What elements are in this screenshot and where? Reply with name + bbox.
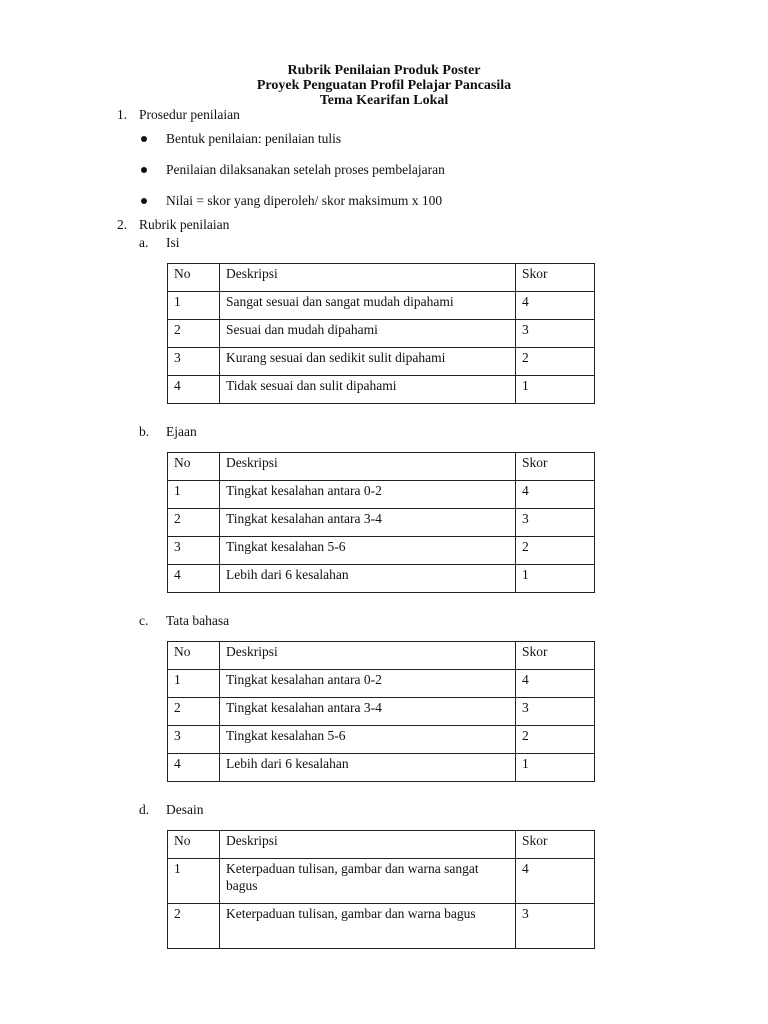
cell-skor: 4 <box>516 859 595 904</box>
table-row <box>168 698 595 726</box>
header-deskripsi: Deskripsi <box>220 642 516 670</box>
subsection-label: Tata bahasa <box>166 613 230 628</box>
cell-skor: 2 <box>516 348 595 376</box>
table-row <box>168 292 595 320</box>
cell-no: 3 <box>168 348 220 376</box>
cell-skor: 4 <box>516 481 595 509</box>
cell-skor: 3 <box>516 698 595 726</box>
cell-deskripsi: Tingkat kesalahan antara 0-2 <box>220 670 516 698</box>
cell-deskripsi: Tingkat kesalahan antara 3-4 <box>220 698 516 726</box>
bullet-item: Bentuk penilaian: penilaian tulis <box>166 131 342 146</box>
document-title: Rubrik Penilaian Produk Poster <box>287 63 481 78</box>
cell-no: 4 <box>168 376 220 404</box>
cell-skor: 2 <box>516 726 595 754</box>
cell-no: 2 <box>168 904 220 949</box>
rubric-table-ejaan <box>167 452 595 593</box>
table-header-row <box>168 264 595 292</box>
section-1-number: 1. <box>117 107 128 122</box>
section-1-heading: Prosedur penilaian <box>139 107 240 122</box>
subsection-letter: a. <box>139 235 149 250</box>
table-row <box>168 509 595 537</box>
subsection-label: Ejaan <box>166 424 197 439</box>
table-row <box>168 320 595 348</box>
cell-no: 2 <box>168 509 220 537</box>
cell-skor: 3 <box>516 320 595 348</box>
cell-no: 2 <box>168 320 220 348</box>
subsection-label: Desain <box>166 802 204 817</box>
table-row <box>168 565 595 593</box>
subsection-letter: d. <box>139 802 150 817</box>
cell-skor: 3 <box>516 509 595 537</box>
cell-no: 1 <box>168 481 220 509</box>
cell-skor: 2 <box>516 537 595 565</box>
cell-skor: 4 <box>516 292 595 320</box>
rubric-table-isi <box>167 263 595 404</box>
document-subtitle: Proyek Penguatan Profil Pelajar Pancasila <box>256 78 512 93</box>
cell-deskripsi: Tingkat kesalahan antara 0-2 <box>220 481 516 509</box>
header-skor: Skor <box>516 264 595 292</box>
rubric-table-desain <box>167 830 595 949</box>
cell-deskripsi: Tingkat kesalahan antara 3-4 <box>220 509 516 537</box>
cell-skor: 1 <box>516 754 595 782</box>
subsection-letter: c. <box>139 613 149 628</box>
cell-deskripsi: Tidak sesuai dan sulit dipahami <box>220 376 516 404</box>
table-header-row <box>168 453 595 481</box>
subsection-label: Isi <box>166 235 180 250</box>
cell-skor: 1 <box>516 376 595 404</box>
cell-no: 3 <box>168 726 220 754</box>
bullet-item: Nilai = skor yang diperoleh/ skor maksimum x 100 <box>166 193 443 208</box>
header-no: No <box>168 831 220 859</box>
cell-no: 1 <box>168 670 220 698</box>
cell-deskripsi: Kurang sesuai dan sedikit sulit dipahami <box>220 348 516 376</box>
cell-no: 4 <box>168 565 220 593</box>
table-row <box>168 537 595 565</box>
section-2-number: 2. <box>117 217 128 232</box>
table-row <box>168 670 595 698</box>
rubric-table-tata-bahasa <box>167 641 595 782</box>
cell-no: 4 <box>168 754 220 782</box>
table-row <box>168 904 595 949</box>
bullet-item: Penilaian dilaksanakan setelah proses pembelajaran <box>166 162 445 177</box>
table-row <box>168 481 595 509</box>
cell-no: 2 <box>168 698 220 726</box>
bullet-icon <box>141 198 147 204</box>
cell-deskripsi: Keterpaduan tulisan, gambar dan warna sangat bagus <box>220 859 516 904</box>
subsection-letter: b. <box>139 424 150 439</box>
table-row <box>168 376 595 404</box>
document-theme: Tema Kearifan Lokal <box>319 93 449 108</box>
table-header-row <box>168 642 595 670</box>
cell-no: 1 <box>168 292 220 320</box>
section-2-heading: Rubrik penilaian <box>139 217 230 232</box>
header-deskripsi: Deskripsi <box>220 264 516 292</box>
bullet-icon <box>141 136 147 142</box>
table-row <box>168 859 595 904</box>
cell-deskripsi: Sangat sesuai dan sangat mudah dipahami <box>220 292 516 320</box>
cell-no: 1 <box>168 859 220 904</box>
cell-deskripsi: Tingkat kesalahan 5-6 <box>220 537 516 565</box>
bullet-icon <box>141 167 147 173</box>
table-row <box>168 348 595 376</box>
cell-no: 3 <box>168 537 220 565</box>
header-deskripsi: Deskripsi <box>220 831 516 859</box>
cell-deskripsi: Lebih dari 6 kesalahan <box>220 754 516 782</box>
header-skor: Skor <box>516 642 595 670</box>
cell-deskripsi: Keterpaduan tulisan, gambar dan warna bagus <box>220 904 516 949</box>
header-skor: Skor <box>516 453 595 481</box>
header-deskripsi: Deskripsi <box>220 453 516 481</box>
header-skor: Skor <box>516 831 595 859</box>
cell-deskripsi: Lebih dari 6 kesalahan <box>220 565 516 593</box>
cell-skor: 3 <box>516 904 595 949</box>
header-no: No <box>168 264 220 292</box>
cell-deskripsi: Tingkat kesalahan 5-6 <box>220 726 516 754</box>
header-no: No <box>168 453 220 481</box>
table-row <box>168 726 595 754</box>
table-header-row <box>168 831 595 859</box>
header-no: No <box>168 642 220 670</box>
cell-skor: 1 <box>516 565 595 593</box>
cell-skor: 4 <box>516 670 595 698</box>
table-row <box>168 754 595 782</box>
cell-deskripsi: Sesuai dan mudah dipahami <box>220 320 516 348</box>
